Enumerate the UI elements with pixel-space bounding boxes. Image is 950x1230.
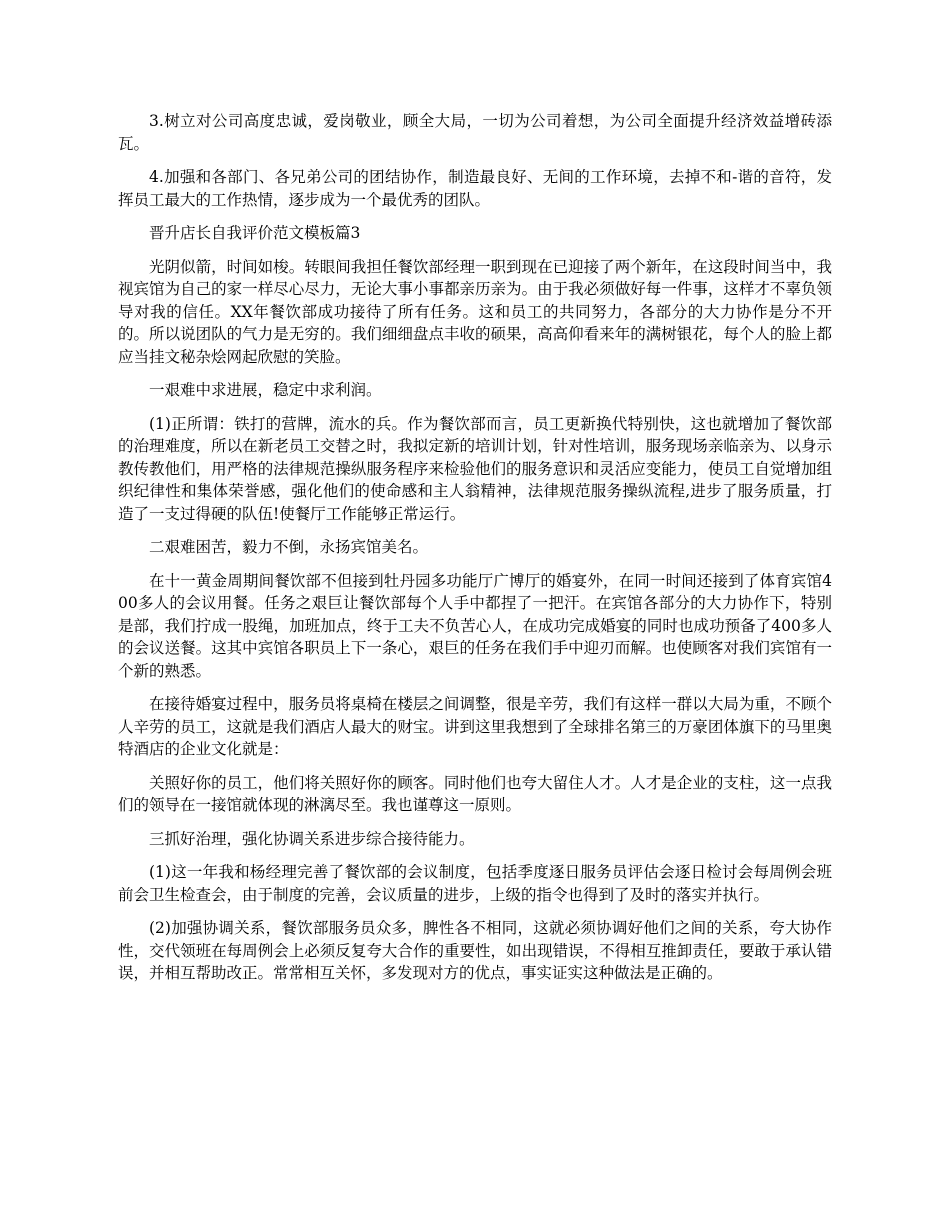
paragraph: 光阴似箭，时间如梭。转眼间我担任餐饮部经理一职到现在已迎接了两个新年，在这段时间当中，我视宾馆为自己的家一样尽心尽力，无论大事小事都亲历亲为。由于我必须做好每一件事，这样才不辜负领导对我的信任。XX年餐饮部成功接待了所有任务。这和员工的共同努力，各部分的大力协作是分不开的。所以说团队的气力是无穷的。我们细细盘点丰收的硕果，高高仰看来年的满树银花，每个人的脸上都应当挂文秘杂烩网起欣慰的笑脸。 bbox=[118, 257, 832, 366]
section-heading: 二艰难困苦，毅力不倒，永扬宾馆美名。 bbox=[149, 538, 429, 556]
section-heading: 晋升店长自我评价范文模板篇3 bbox=[149, 224, 361, 242]
paragraph: 关照好你的员工，他们将关照好你的顾客。同时他们也夸大留住人才。人才是企业的支柱，这一点我们的领导在一接馆就体现的淋漓尽至。我也谨尊这一原则。 bbox=[118, 773, 832, 814]
document-body bbox=[118, 110, 832, 996]
section-heading: 一艰难中求进展，稳定中求利润。 bbox=[149, 381, 382, 399]
paragraph: (1)正所谓：铁打的营牌，流水的兵。作为餐饮部而言，员工更新换代特别快，这也就增加了餐饮部的治理难度，所以在新老员工交替之时，我拟定新的培训计划，针对性培训，服务现场亲临亲为、以身示教传教他们，用严格的法律规范操纵服务程序来检验他们的服务意识和灵活应变能力，使员工自觉增加组织纪律性和集体荣誉感，强化他们的使命感和主人翁精神，法律规范服务操纵流程,进步了服务质量，打造了一支过得硬的队伍!使餐厅工作能够正常运行。 bbox=[118, 414, 832, 523]
paragraph: 4.加强和各部门、各兄弟公司的团结协作，制造最良好、无间的工作环境，去掉不和-谐的音符，发挥员工最大的工作热情，逐步成为一个最优秀的团队。 bbox=[118, 168, 832, 209]
paragraph: (2)加强协调关系，餐饮部服务员众多，脾性各不相同，这就必须协调好他们之间的关系，夸大协作性，交代领班在每周例会上必须反复夸大合作的重要性，如出现错误，不得相互推卸责任，要敢于承认错误，并相互帮助改正。常常相互关怀，多发现对方的优点，事实证实这种做法是正确的。 bbox=[118, 919, 832, 982]
paragraph: 在十一黄金周期间餐饮部不但接到牡丹园多功能厅广博厅的婚宴外，在同一时间还接到了体育宾馆400多人的会议用餐。任务之艰巨让餐饮部每个人手中都捏了一把汗。在宾馆各部分的大力协作下，特别是部，我们拧成一股绳，加班加点，终于工夫不负苦心人，在成功完成婚宴的同时也成功预备了400多人的会议送餐。这其中宾馆各职员上下一条心，艰巨的任务在我们手中迎刃而解。也使顾客对我们宾馆有一个新的熟悉。 bbox=[118, 571, 832, 680]
paragraph: (1)这一年我和杨经理完善了餐饮部的会议制度，包括季度逐日服务员评估会逐日检讨会每周例会班前会卫生检查会，由于制度的完善，会议质量的进步，上级的指令也得到了及时的落实并执行。 bbox=[118, 863, 832, 904]
paragraph: 3.树立对公司高度忠诚，爱岗敬业，顾全大局，一切为公司着想，为公司全面提升经济效益增砖添瓦。 bbox=[118, 112, 832, 153]
section-heading: 三抓好治理，强化协调关系进步综合接待能力。 bbox=[149, 829, 475, 848]
paragraph: 在接待婚宴过程中，服务员将桌椅在楼层之间调整，很是辛劳，我们有这样一群以大局为重，不顾个人辛劳的员工，这就是我们酒店人最大的财宝。讲到这里我想到了全球排名第三的万豪团体旗下的马里奥特酒店的企业文化就是： bbox=[118, 695, 832, 758]
